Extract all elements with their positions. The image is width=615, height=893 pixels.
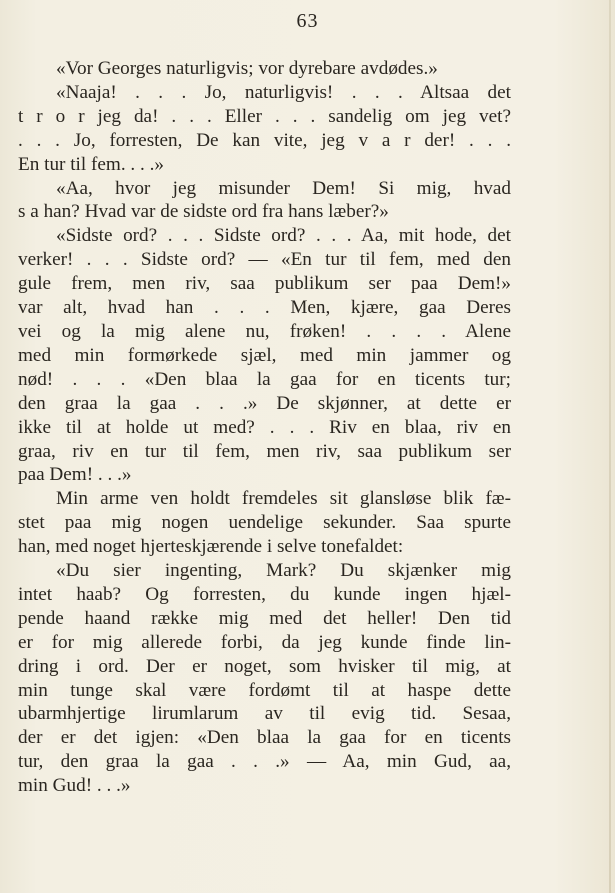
text-line: «Du sier ingenting, Mark? Du skjænker mig [56, 560, 511, 582]
text-line: t r o r jeg da! . . . Eller . . . sandelig om jeg vet? [18, 105, 511, 127]
text-line: «Naaja! . . . Jo, naturligvis! . . . Altsaa det [56, 81, 511, 103]
text-line: var alt, hvad han . . . Men, kjære, gaa Deres [18, 297, 511, 319]
text-line: ubarmhjertige lirumlarum av til evig tid. Sesaa, [18, 703, 511, 725]
text-line: med min formørkede sjæl, med min jammer og [18, 344, 511, 366]
text-line: vei og la mig alene nu, frøken! . . . . Alene [18, 320, 511, 342]
page-number: 63 [296, 10, 319, 32]
text-line: ikke til at holde ut med? . . . Riv en blaa, riv en [18, 416, 511, 438]
text-line: paa Dem! . . .» [18, 464, 132, 486]
text-line: Min arme ven holdt fremdeles sit glansløse blik fæ- [56, 488, 511, 510]
text-line: dring i ord. Der er noget, som hvisker til mig, at [18, 655, 511, 677]
text-line: nød! . . . «Den blaa la gaa for en ticents tur; [18, 368, 511, 390]
text-line: En tur til fem. . . .» [18, 153, 165, 175]
text-line: intet haab? Og forresten, du kunde ingen hjæl- [18, 583, 511, 605]
text-line: verker! . . . Sidste ord? — «En tur til fem, med den [18, 249, 511, 271]
text-line: «Aa, hvor jeg misunder Dem! Si mig, hvad [56, 177, 511, 199]
text-line: pende haand række mig med det heller! Den tid [18, 607, 511, 629]
text-line: den graa la gaa . . .» De skjønner, at dette er [18, 392, 511, 414]
text-line: han, med noget hjerteskjærende i selve tonefaldet: [18, 536, 404, 558]
text-line: tur, den graa la gaa . . .» — Aa, min Gud, aa, [18, 751, 511, 773]
page-edge [609, 0, 611, 893]
text-line: . . . Jo, forresten, De kan vite, jeg v a r der! . . . [18, 129, 511, 151]
text-line: «Sidste ord? . . . Sidste ord? . . . Aa, mit hode, det [56, 225, 511, 247]
text-line: gule frem, men riv, saa publikum ser paa Dem!» [18, 273, 511, 295]
text-line: «Vor Georges naturligvis; vor dyrebare avdødes.» [56, 58, 438, 79]
text-line: stet paa mig nogen uendelige sekunder. Saa spurte [18, 512, 511, 534]
text-line: min Gud! . . .» [18, 775, 131, 797]
text-line: graa, riv en tur til fem, men riv, saa publikum ser [18, 440, 511, 462]
text-line: min tunge skal være fordømt til at haspe dette [18, 679, 511, 701]
text-line: s a han? Hvad var de sidste ord fra hans læber?» [18, 201, 389, 223]
body-text [18, 57, 511, 798]
text-line: er for mig allerede forbi, da jeg kunde finde lin- [18, 631, 511, 653]
text-line: der er det igjen: «Den blaa la gaa for en ticents [18, 727, 511, 749]
